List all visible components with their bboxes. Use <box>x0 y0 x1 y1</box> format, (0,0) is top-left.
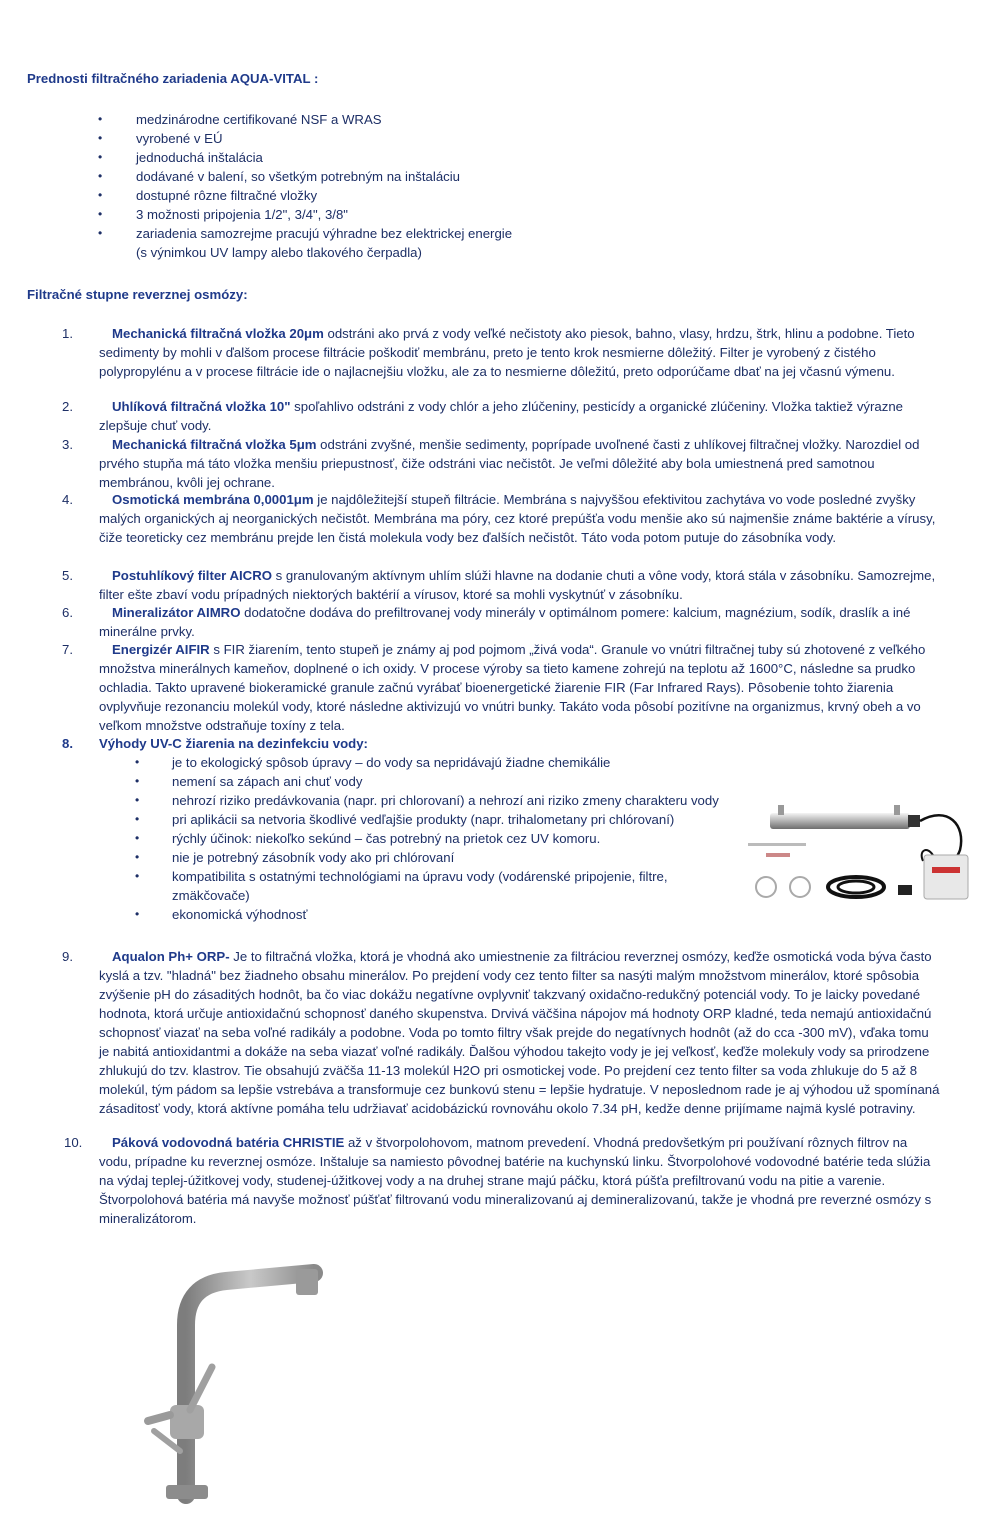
list-item: • nie je potrebný zásobník vody ako pri chlórovaní <box>135 850 455 865</box>
bullet-icon: • <box>135 869 140 883</box>
uv-lamp-image <box>748 795 970 915</box>
bullet-icon: • <box>135 793 140 807</box>
bullet-icon: • <box>98 169 103 183</box>
stage-name: Uhlíková filtračná vložka 10" <box>112 399 291 414</box>
list-item: • ekonomická výhodnosť <box>135 907 308 922</box>
stage-name: Osmotická membrána 0,0001μm <box>112 492 314 507</box>
stage-body <box>99 640 941 735</box>
stage-name: Postuhlíkový filter AICRO <box>112 568 272 583</box>
list-item: • dodávané v balení, so všetkým potrebným na inštaláciu <box>98 169 461 184</box>
list-item: • je to ekologický spôsob úpravy – do vody sa nepridávajú žiadne chemikálie <box>135 755 611 770</box>
stage-number: 8. <box>62 736 73 751</box>
list-item: • vyrobené v EÚ <box>98 131 223 146</box>
stage-number: 3. <box>62 437 73 452</box>
stage-number: 7. <box>62 642 73 657</box>
bullet-icon: • <box>98 188 103 202</box>
bullet-icon: • <box>135 850 140 864</box>
stage-text: dodatočne dodáva do prefiltrovanej vody minerály v optimálnom pomere: kalcium, magnézium, sodík, draslík a iné minerálne prvky. <box>99 605 911 639</box>
stage-number: 9. <box>62 949 73 964</box>
stage-text: odstráni zvyšné, menšie sedimenty, poprípade uvoľnené časti z uhlíkovej filtračnej vložky. Narozdiel od prvého stupňa má táto vložka menšiu priepustnosť, čiže odstráni viac nečistôt. Je veľmi dôležité aby bola umiestnená pred samotnou membránou, kvôli jej ochrane. <box>99 437 920 490</box>
stages-title: Filtračné stupne reverznej osmózy: <box>27 287 248 302</box>
stage-body <box>99 1133 941 1228</box>
stage-number: 4. <box>62 492 73 507</box>
bullet-icon: • <box>98 207 103 221</box>
bullet-icon: • <box>98 131 103 145</box>
bullet-icon: • <box>135 774 140 788</box>
list-item: • nemení sa zápach ani chuť vody <box>135 774 363 789</box>
list-item: • dostupné rôzne filtračné vložky <box>98 188 318 203</box>
stage-text: až v štvorpolohovom, matnom prevedení. Vhodná predovšetkým pri používaní rôznych filtrov na vodu, prípadne ku reverznej osmóze. Inštaluje sa namiesto pôvodnej batérie na kuchynskú linku. Štvorpolohové vodovodné batérie teda slúžia na výdaj teplej-úžitkovej vody, studenej-úžitkovej vody a na druhej strane majú páčku, ktorá púšťa prefiltrovanú vodu na pitie a varenie. Štvorpolohová batéria má navyše možnosť púšťať filtrovanú vodu mineralizovanú aj demineralizovanú, takže je vhodná pre reverzné osmózy s mineralizátorom. <box>99 1135 932 1226</box>
uvc-list <box>0 753 732 924</box>
stage-number: 5. <box>62 568 73 583</box>
list-item-continuation: (s výnimkou UV lampy alebo tlakového čerpadla) <box>136 245 422 260</box>
stage-text: spoľahlivo odstráni z vody chlór a jeho zlúčeniny, pesticídy a organické zlúčeniny. Vložka taktiež výrazne zlepšuje chuť vody. <box>99 399 903 433</box>
advantages-list <box>0 110 512 262</box>
bullet-icon: • <box>135 831 140 845</box>
stage-name: Mechanická filtračná vložka 20μm <box>112 326 324 341</box>
stage-body <box>99 324 941 381</box>
stage-number: 6. <box>62 605 73 620</box>
stage-text: odstráni ako prvá z vody veľké nečistoty ako piesok, bahno, vlasy, hrdzu, štrk, hlinu a podobne. Tieto sedimenty by mohli v ďalšom procese filtrácie poškodiť membránu, preto je tento krok nesmierne dôležitý. Filter je vyrobený z čistého polypropylénu a v procese filtrácie ide o najlacnejšiu vložku, ale za to nesmierne dôležitú, preto odporúčame dbať na jej včasnú výmenu. <box>99 326 915 379</box>
list-item: • pri aplikácii sa netvoria škodlivé vedľajšie produkty (napr. trihalometany pri chlórovaní) <box>135 812 675 827</box>
stage-text: Je to filtračná vložka, ktorá je vhodná ako umiestnenie za filtráciou reverznej osmózy, keďže osmotická voda býva často kyslá a tzv. "hladná" bez žiadneho obsahu minerálov. Po prejdení vody cez tento filter sa nasýti malým množstvom minerálov, ktoré spôsobia zvýšenie pH do zásaditých hodnôt, ba čo viac dokážu negatívne ovplyvniť takzvaný oxidačno-redukčný potenciál vody. To je laicky povedané hodnota, ktorá určuje antioxidačnú schopnosť daného skupenstva. Drvivá väčšina nápojov má hodnoty ORP kladné, teda nemajú antioxidačnú schopnosť viazať na seba voľné radikály a podobne. Voda po tomto filtry však prejde do negatívnych hodnôt (až do cca -300 mV), vďaka tomu je nabitá antioxidantmi a dokáže na seba viazať voľné radikály. Ďalšou výhodou takejto vody je jej veľkosť, keďže molekuly vody sa prirodzene zhlukujú do tzv. klastrov. Tie obsahujú zväčša 11-13 molekúl H2O pri osmotickej vode. Po prejdení cez tento filter sa voda zhlukuje do 5 až 8 molekúl, tým pádom sa lepšie vstrebáva a transformuje cez bunkovú stenu = lepšie hydratuje. V neposlednom rade je aj výhodou už spomínaná zásaditosť vody, ktorá aktívne pomáha telu udržiavať acidobázickú rovnováhu okolo 7.34 pH, kedže denne prijímame najmä kyslé potraviny. <box>99 949 940 1116</box>
stage-number: 2. <box>62 399 73 414</box>
stage-number: 1. <box>62 326 73 341</box>
bullet-icon: • <box>135 755 140 769</box>
stage-name: Mineralizátor AIMRO <box>112 605 241 620</box>
list-item: • nehrozí riziko predávkovania (napr. pri chlorovaní) a nehrozí ani riziko zmeny charakteru vody <box>135 793 719 808</box>
stage-body <box>99 490 941 547</box>
bullet-icon: • <box>98 150 103 164</box>
stage-body <box>99 947 941 1118</box>
stage-body <box>99 435 941 492</box>
stage-text: s granulovaným aktívnym uhlím slúži hlavne na dodanie chuti a vône vody, ktorá stála v zásobníku. Samozrejme, filter ešte zbaví vodu prípadných niektorých baktérií a vírusov, ktoré sa mohli vyskytnúť v zásobníku. <box>99 568 936 602</box>
stage-name: Výhody UV-C žiarenia na dezinfekciu vody: <box>99 736 368 751</box>
list-item: • kompatibilita s ostatnými technológiami na úpravu vody (vodárenské pripojenie, filtre, zmäkčovače) <box>135 869 668 903</box>
stage-name: Energizér AIFIR <box>112 642 210 657</box>
stage-text: s FIR žiarením, tento stupeň je známy aj pod pojmom „živá voda“. Granule vo vnútri filtračnej tuby sú zhotovené z veľkého množstva minerálnych kameňov, doplnené o ich oxidy. V procese výroby sa tieto kamene zohrejú na teplotu až 1600°C, následne sa prudko ochladia. Takto upravené biokeramické granule začnú vyrábať bioenergetické žiarenie FIR (Far Infrared Rays). Pôsobenie tohto žiarenia ovplyvňuje rezonanciu molekúl vody, ktoré následne aktivizujú vo vnútri bunky. Takáto voda pôsobí pozitívne na organizmus, krvný obeh a vo veľkom množstve odstraňuje toxíny z tela. <box>99 642 926 733</box>
stage-name: Aqualon Ph+ ORP- <box>112 949 230 964</box>
list-item: • jednoduchá inštalácia <box>98 150 263 165</box>
stage-body <box>99 734 941 753</box>
list-item: • zariadenia samozrejme pracujú výhradne bez elektrickej energie <box>98 226 513 241</box>
bullet-icon: • <box>98 226 103 240</box>
stage-body <box>99 566 941 604</box>
advantages-title: Prednosti filtračného zariadenia AQUA-VITAL : <box>27 71 319 86</box>
bullet-icon: • <box>98 112 103 126</box>
bullet-icon: • <box>135 812 140 826</box>
list-item: • 3 možnosti pripojenia 1/2", 3/4", 3/8" <box>98 207 348 222</box>
stage-name: Páková vodovodná batéria CHRISTIE <box>112 1135 345 1150</box>
stage-name: Mechanická filtračná vložka 5μm <box>112 437 317 452</box>
faucet-image <box>130 1255 330 1505</box>
stage-body <box>99 397 941 435</box>
bullet-icon: • <box>135 907 140 921</box>
stage-body <box>99 603 941 641</box>
list-item: • rýchly účinok: niekoľko sekúnd – čas potrebný na prietok cez UV komoru. <box>135 831 601 846</box>
stage-text: je najdôležitejší stupeň filtrácie. Membrána s najvyššou efektivitou zachytáva vo vode posledné zvyšky malých organických aj neorganických nečistôt. Membrána ma póry, cez ktoré prepúšťa vodu menšie ako sú najmenšie známe baktérie a vírusy, čiže teoreticky cez membránu prejde len čistá molekula vody bez ďalších nečistôt. Táto voda potom putuje do zásobníka vody. <box>99 492 936 545</box>
list-item: • medzinárodne certifikované NSF a WRAS <box>98 112 382 127</box>
stage-number: 10. <box>64 1135 83 1150</box>
